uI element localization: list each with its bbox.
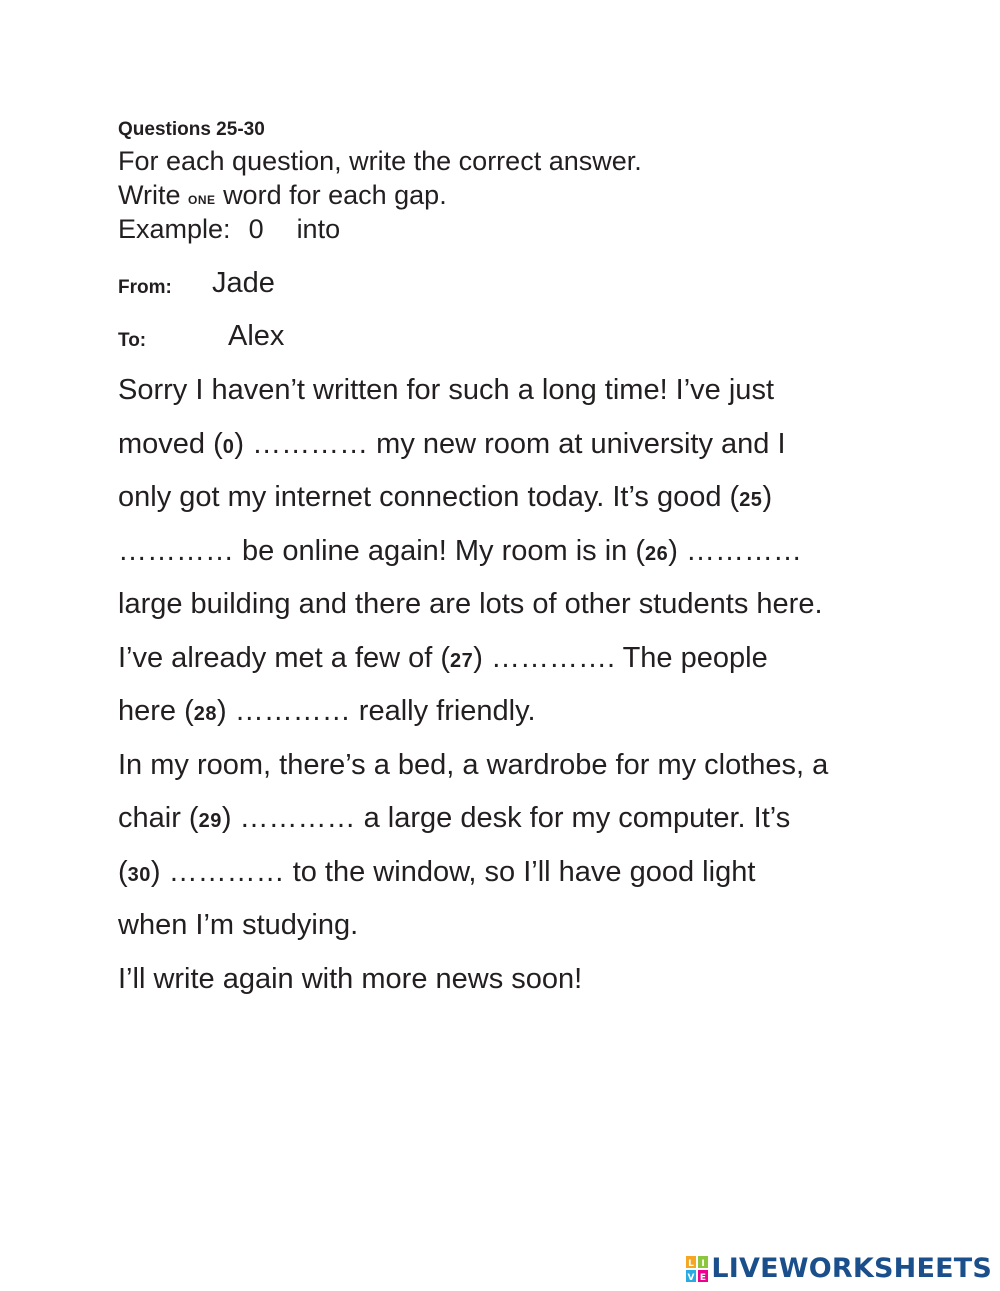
body-text: ) …………. The people bbox=[473, 641, 768, 674]
body-line bbox=[118, 795, 978, 849]
gap-number-28: 28 bbox=[193, 703, 218, 725]
body-text: ………… be online again! My room is in ( bbox=[118, 534, 646, 567]
body-text: In my room, there’s a bed, a wardrobe for my clothes, a bbox=[118, 748, 829, 781]
email-body bbox=[118, 367, 978, 1009]
gap-number-27: 27 bbox=[450, 649, 474, 672]
body-text: ) ………… a large desk for my computer. It’s bbox=[221, 802, 791, 834]
example-label: Example: bbox=[118, 214, 231, 244]
from-label: From: bbox=[118, 277, 172, 298]
body-text: ) ………… my new room at university and I bbox=[234, 427, 786, 460]
body-line bbox=[118, 849, 978, 903]
liveworksheets-brand-text[interactable]: LIVEWORKSHEETS bbox=[711, 1253, 992, 1284]
body-text: I’ve already met a few of ( bbox=[118, 641, 451, 674]
gap-number-29: 29 bbox=[198, 810, 222, 832]
gap-number-25: 25 bbox=[739, 489, 763, 511]
body-text: I’ll write again with more news soon! bbox=[118, 962, 583, 995]
body-line bbox=[118, 902, 978, 956]
from-value: Jade bbox=[212, 267, 275, 299]
liveworksheets-footer[interactable] bbox=[686, 1253, 992, 1284]
body-text: when I’m studying. bbox=[118, 909, 359, 941]
body-line bbox=[118, 474, 978, 528]
body-line bbox=[118, 581, 978, 635]
instruction-line-2 bbox=[118, 179, 447, 215]
instruction-write: Write bbox=[118, 180, 181, 210]
svg-text:L: L bbox=[688, 1258, 695, 1269]
instruction-line-1: For each question, write the correct answer. bbox=[118, 146, 642, 176]
gap-number-26: 26 bbox=[645, 542, 669, 565]
body-text: here ( bbox=[118, 695, 194, 727]
example-line bbox=[118, 213, 340, 245]
example-answer: into bbox=[296, 214, 341, 244]
body-text: ) bbox=[762, 481, 773, 513]
body-text: chair ( bbox=[118, 802, 199, 834]
questions-heading: Questions 25-30 bbox=[118, 119, 265, 140]
to-value: Alex bbox=[228, 320, 285, 352]
svg-text:E: E bbox=[700, 1272, 707, 1282]
body-text: moved ( bbox=[118, 427, 223, 460]
body-text: ( bbox=[118, 855, 128, 888]
gap-number-0: 0 bbox=[222, 435, 235, 458]
body-text: ) ………… really friendly. bbox=[217, 695, 536, 727]
body-line bbox=[118, 956, 978, 1010]
body-line bbox=[118, 635, 978, 689]
body-text: ) ………… bbox=[668, 534, 802, 567]
instruction-one-emphasis: one bbox=[188, 189, 216, 208]
body-line bbox=[118, 421, 978, 475]
gap-number-30: 30 bbox=[127, 863, 151, 886]
svg-text:I: I bbox=[701, 1258, 706, 1269]
body-text: large building and there are lots of other students here. bbox=[118, 588, 823, 620]
body-text: ) ………… to the window, so I’ll have good light bbox=[150, 855, 756, 888]
instruction-word-for-each-gap: word for each gap. bbox=[223, 180, 447, 210]
body-text: Sorry I haven’t written for such a long time! I’ve just bbox=[118, 374, 774, 406]
to-label: To: bbox=[118, 330, 147, 351]
body-line bbox=[118, 367, 978, 421]
body-text: only got my internet connection today. It’s good ( bbox=[118, 481, 740, 513]
body-line bbox=[118, 688, 978, 742]
liveworksheets-logo-icon bbox=[686, 1256, 708, 1282]
example-number: 0 bbox=[248, 214, 264, 244]
svg-text:V: V bbox=[687, 1272, 695, 1282]
body-line bbox=[118, 742, 978, 796]
body-line bbox=[118, 528, 978, 582]
